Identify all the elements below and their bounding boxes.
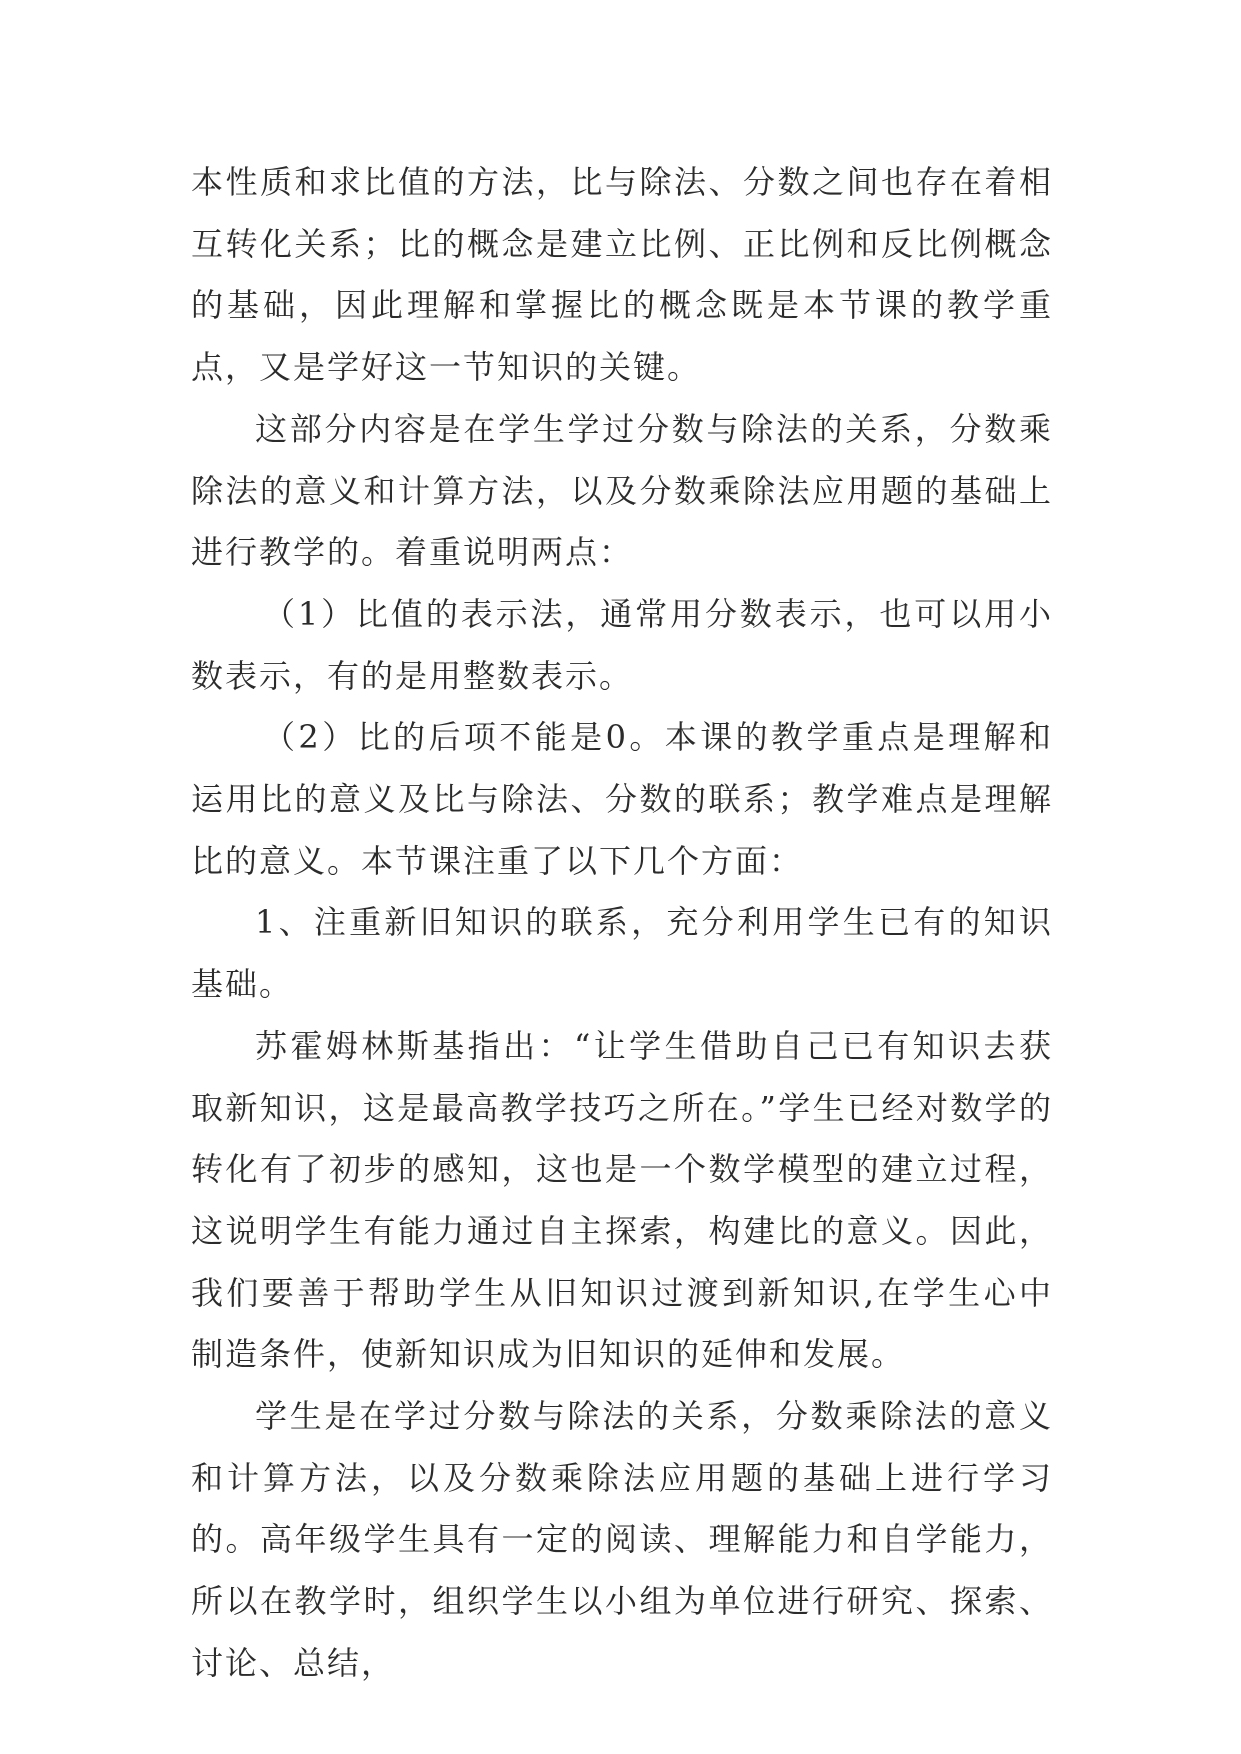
paragraph-1: 本性质和求比值的方法，比与除法、分数之间也存在着相互转化关系；比的概念是建立比例、正比例和反比例概念的基础，因此理解和掌握比的概念既是本节课的教学重点，又是学好这一节知识的关键。 [191,163,1053,387]
paragraph-7: 学生是在学过分数与除法的关系，分数乘除法的意义和计算方法，以及分数乘除法应用题的基础上进行学习的。高年级学生具有一定的阅读、理解能力和自学能力，所以在教学时，组织学生以小组为单位进行研究、探索、讨论、总结， [191,1397,1053,1682]
paragraph-4: （2）比的后项不能是0。本课的教学重点是理解和运用比的意义及比与除法、分数的联系；教学难点是理解比的意义。本节课注重了以下几个方面： [191,718,1053,880]
paragraph-6: 苏霍姆林斯基指出：“让学生借助自己已有知识去获取新知识，这是最高教学技巧之所在。”学生已经对数学的转化有了初步的感知，这也是一个数学模型的建立过程，这说明学生有能力通过自主探索，构建比的意义。因此，我们要善于帮助学生从旧知识过渡到新知识,在学生心中制造条件，使新知识成为旧知识的延伸和发展。 [191,1026,1053,1374]
document-body [191,152,1053,1695]
paragraph-3: （1）比值的表示法，通常用分数表示，也可以用小数表示，有的是用整数表示。 [191,594,1053,695]
paragraph-5: 1、注重新旧知识的联系，充分利用学生已有的知识基础。 [191,903,1053,1004]
paragraph-2: 这部分内容是在学生学过分数与除法的关系，分数乘除法的意义和计算方法，以及分数乘除法应用题的基础上进行教学的。着重说明两点： [191,409,1053,572]
